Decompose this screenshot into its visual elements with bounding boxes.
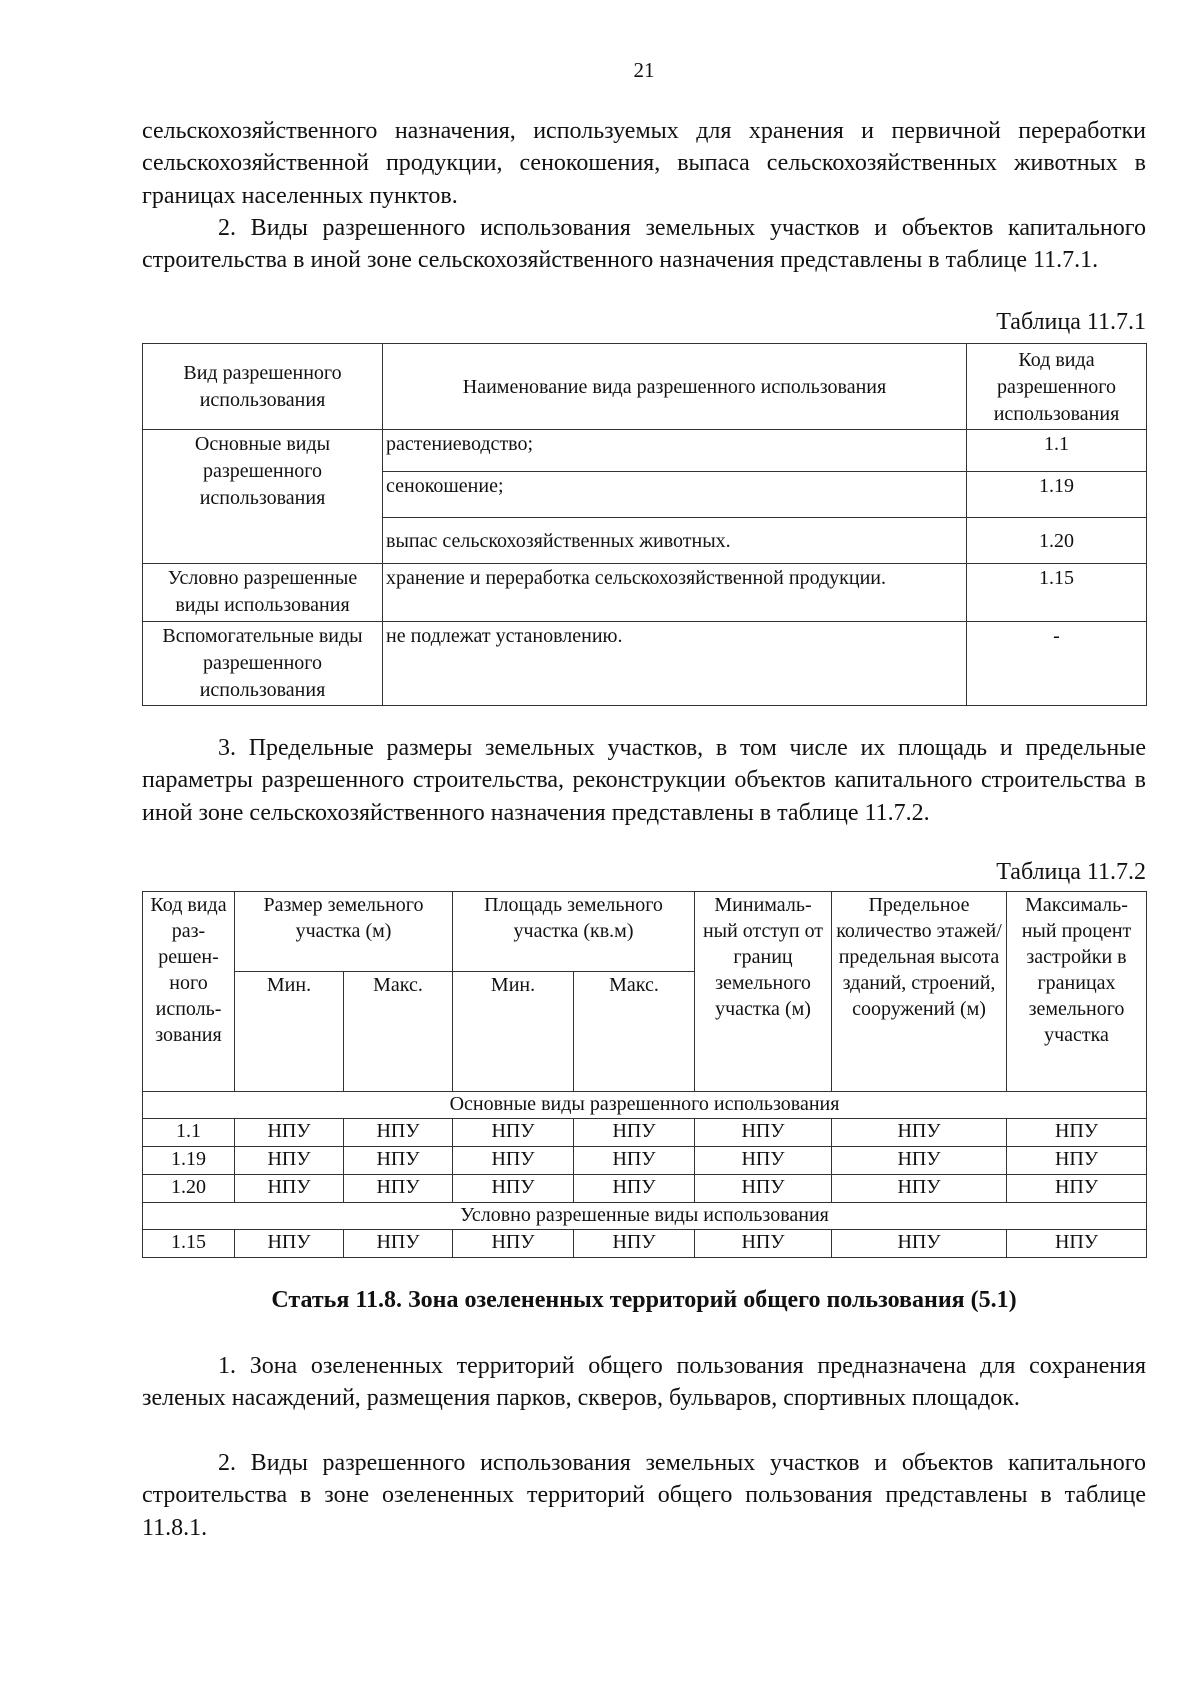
t1-row-name: выпас сельскохозяйственных животных. [383,518,967,564]
t2-header-area-max: Макс. [574,972,695,1092]
t2-cell: НПУ [344,1147,453,1175]
t2-header-percent: Максималь- ный процент застройки в границах земельного участка [1007,892,1147,1092]
t2-header-floors: Предельное количество этажей/ предельная высота зданий, строений, сооружений (м) [832,892,1007,1092]
t1-header-name: Наименование вида разрешенного использования [383,344,967,430]
t1-group-auxiliary: Вспомогательные виды разрешенного использования [143,622,383,706]
t2-section-conditional: Условно разрешенные виды использования [143,1203,1147,1230]
paragraph-3: 3. Предельные размеры земельных участков, в том числе их площадь и предельные параметры разрешенного строительства, реконструкции объектов капитального строительства в иной зоне сельскохозяйственного назначения представлены в таблице 11.7.2. [142,735,1146,826]
t2-cell: НПУ [344,1230,453,1258]
t1-row-name: хранение и переработка сельскохозяйственной продукции. [383,564,967,622]
t2-header-size-max: Макс. [344,972,453,1092]
t2-cell: НПУ [832,1119,1007,1147]
t2-cell: НПУ [344,1119,453,1147]
t2-cell: НПУ [695,1175,832,1203]
t2-cell: НПУ [453,1230,574,1258]
t2-cell: НПУ [695,1119,832,1147]
t1-header-kind: Вид разрешенного использования [143,344,383,430]
t2-cell: НПУ [453,1147,574,1175]
t2-row-code: 1.20 [143,1175,235,1203]
t2-header-size: Размер земельного участка (м) [235,892,453,972]
t1-row-code: 1.20 [967,518,1147,564]
t2-cell: НПУ [1007,1175,1147,1203]
t2-header-size-min: Мин. [235,972,344,1092]
page-number: 21 [633,58,655,82]
t2-cell: НПУ [832,1230,1007,1258]
table-11-7-2-caption: Таблица 11.7.2 [996,859,1146,885]
t2-cell: НПУ [235,1119,344,1147]
table-11-7-1-caption: Таблица 11.7.1 [996,309,1146,335]
t2-cell: НПУ [235,1175,344,1203]
t2-cell: НПУ [453,1119,574,1147]
t1-header-code: Код вида разрешенного использования [967,344,1147,430]
t2-header-code: Код вида раз- решен- ного исполь- зования [143,892,235,1092]
t1-group-main: Основные виды разрешенного использования [143,430,383,564]
t1-row-name: не подлежат установлению. [383,622,967,706]
t1-row-code: 1.19 [967,472,1147,518]
t2-row-code: 1.1 [143,1119,235,1147]
t2-cell: НПУ [832,1147,1007,1175]
article-heading: Статья 11.8. Зона озелененных территорий общего пользования (5.1) [271,1287,1017,1313]
t2-header-area-min: Мин. [453,972,574,1092]
t2-cell: НПУ [574,1175,695,1203]
t2-cell: НПУ [235,1230,344,1258]
t2-cell: НПУ [695,1230,832,1258]
t2-cell: НПУ [574,1230,695,1258]
table-11-7-2 [142,891,1147,1258]
t1-row-name: сенокошение; [383,472,967,518]
t1-row-code: 1.15 [967,564,1147,622]
paragraph-continuation: сельскохозяйственного назначения, используемых для хранения и первичной переработки сельскохозяйственной продукции, сенокошения, выпаса сельскохозяйственных животных в границах населенных пунктов. [142,118,1146,209]
t2-section-main: Основные виды разрешенного использования [143,1092,1147,1119]
t2-cell: НПУ [574,1147,695,1175]
t2-cell: НПУ [1007,1230,1147,1258]
table-11-7-1 [142,343,1147,706]
t2-row-code: 1.15 [143,1230,235,1258]
t2-cell: НПУ [344,1175,453,1203]
t1-group-conditional: Условно разрешенные виды использования [143,564,383,622]
t2-cell: НПУ [235,1147,344,1175]
t2-cell: НПУ [1007,1147,1147,1175]
t2-cell: НПУ [1007,1119,1147,1147]
t2-cell: НПУ [453,1175,574,1203]
t1-row-code: 1.1 [967,430,1147,472]
paragraph-article-1: 1. Зона озелененных территорий общего пользования предназначена для сохранения зеленых насаждений, размещения парков, скверов, бульваров, спортивных площадок. [142,1353,1146,1412]
t2-cell: НПУ [695,1147,832,1175]
t2-cell: НПУ [832,1175,1007,1203]
paragraph-2: 2. Виды разрешенного использования земельных участков и объектов капитального строительства в иной зоне сельскохозяйственного назначения представлены в таблице 11.7.1. [142,215,1146,274]
t1-row-name: растениеводство; [383,430,967,472]
t2-header-area: Площадь земельного участка (кв.м) [453,892,695,972]
t2-cell: НПУ [574,1119,695,1147]
t1-row-code: - [967,622,1147,706]
t2-row-code: 1.19 [143,1147,235,1175]
t2-header-setback: Минималь- ный отступ от границ земельного участка (м) [695,892,832,1092]
paragraph-article-2: 2. Виды разрешенного использования земельных участков и объектов капитального строительства в зоне озелененных территорий общего пользования представлены в таблице 11.8.1. [142,1450,1146,1541]
